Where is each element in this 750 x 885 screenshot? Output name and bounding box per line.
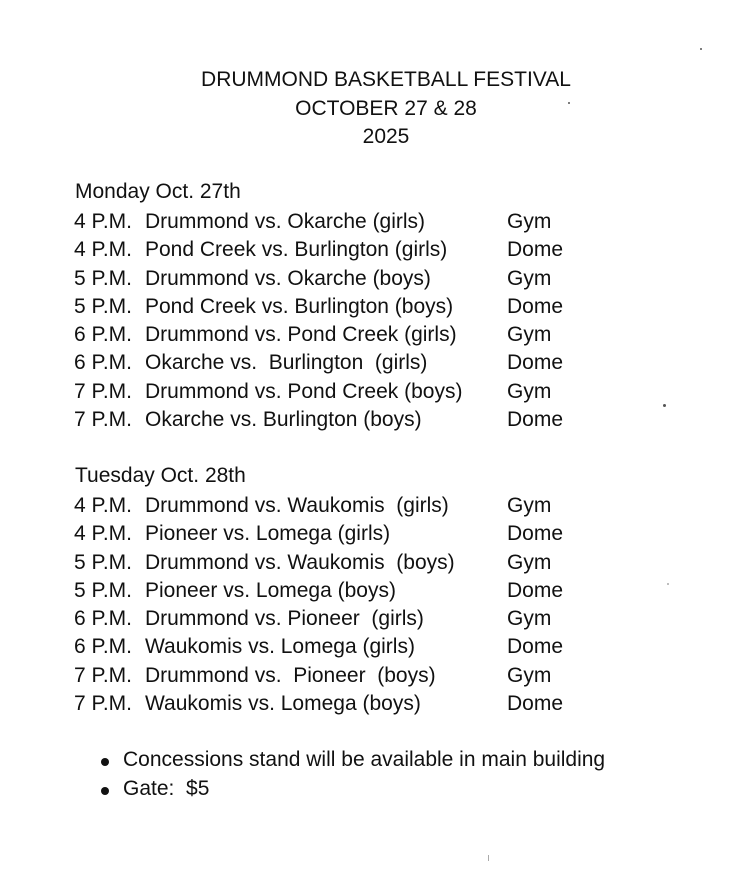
game-time: 5 P.M.	[74, 266, 132, 290]
notes-list	[100, 746, 605, 803]
game-time: 4 P.M.	[74, 238, 132, 262]
note-item	[100, 746, 605, 775]
game-matchup: Okarche vs. Burlington (boys)	[145, 408, 422, 432]
game-venue: Gym	[507, 663, 552, 687]
event-year: 2025	[362, 125, 410, 148]
game-time: 4 P.M.	[74, 494, 132, 517]
game-time: 7 P.M.	[74, 379, 132, 403]
tuesday-schedule	[74, 492, 674, 718]
game-matchup: Drummond vs. Waukomis (girls)	[145, 494, 449, 517]
game-venue: Dome	[507, 294, 564, 318]
game-venue: Dome	[507, 238, 564, 262]
game-row	[74, 577, 674, 605]
game-matchup: Drummond vs. Okarche (boys)	[145, 266, 431, 290]
game-matchup: Drummond vs. Okarche (girls)	[145, 210, 426, 233]
game-time: 4 P.M.	[74, 210, 132, 233]
game-matchup: Waukomis vs. Lomega (girls)	[145, 635, 415, 659]
game-row	[74, 662, 674, 690]
game-row	[74, 406, 674, 434]
game-time: 5 P.M.	[74, 294, 132, 318]
game-time: 5 P.M.	[74, 578, 132, 602]
game-matchup: Drummond vs. Pond Creek (girls)	[145, 323, 457, 347]
game-row	[74, 549, 674, 577]
note-text: Concessions stand will be available in main building	[123, 748, 606, 771]
game-venue: Dome	[507, 635, 564, 659]
game-row	[74, 321, 674, 349]
game-time: 6 P.M.	[74, 635, 132, 659]
game-venue: Gym	[507, 266, 552, 290]
game-venue: Gym	[507, 323, 552, 347]
game-time: 6 P.M.	[74, 351, 132, 375]
game-matchup: Okarche vs. Burlington (girls)	[145, 351, 428, 375]
game-venue: Dome	[507, 351, 564, 375]
event-dates: OCTOBER 27 & 28	[295, 96, 477, 120]
game-matchup: Drummond vs. Pioneer (boys)	[145, 663, 436, 687]
document-header	[0, 66, 750, 152]
scan-speck	[488, 855, 489, 861]
game-time: 6 P.M.	[74, 607, 132, 631]
game-row	[74, 236, 674, 264]
game-matchup: Drummond vs. Waukomis (boys)	[145, 550, 455, 574]
game-venue: Gym	[507, 607, 552, 631]
event-title: DRUMMOND BASKETBALL FESTIVAL	[201, 68, 571, 91]
bullet-icon	[101, 758, 109, 766]
game-venue: Dome	[507, 692, 564, 716]
game-venue: Gym	[507, 379, 552, 403]
bullet-icon	[101, 787, 109, 795]
scan-speck	[568, 102, 570, 104]
game-venue: Gym	[507, 550, 552, 574]
game-time: 5 P.M.	[74, 550, 132, 574]
game-time: 7 P.M.	[74, 408, 132, 432]
game-row	[74, 492, 674, 520]
monday-schedule	[74, 208, 674, 434]
note-item	[100, 775, 605, 804]
scan-speck	[663, 404, 666, 407]
scan-speck	[700, 48, 702, 50]
game-row	[74, 690, 674, 718]
game-matchup: Waukomis vs. Lomega (boys)	[145, 692, 421, 716]
monday-heading: Monday Oct. 27th	[75, 180, 241, 203]
game-row	[74, 265, 674, 293]
game-row	[74, 349, 674, 377]
game-venue: Dome	[507, 522, 564, 546]
scan-speck	[667, 583, 669, 585]
game-venue: Gym	[507, 494, 552, 517]
game-time: 7 P.M.	[74, 692, 132, 716]
game-row	[74, 208, 674, 236]
game-matchup: Drummond vs. Pioneer (girls)	[145, 607, 424, 631]
game-row	[74, 520, 674, 548]
game-matchup: Pioneer vs. Lomega (boys)	[145, 578, 396, 602]
game-row	[74, 633, 674, 661]
game-time: 6 P.M.	[74, 323, 132, 347]
game-venue: Dome	[507, 578, 564, 602]
game-row	[74, 293, 674, 321]
game-row	[74, 605, 674, 633]
game-time: 4 P.M.	[74, 522, 132, 546]
note-text: Gate: $5	[123, 776, 210, 800]
game-venue: Dome	[507, 408, 564, 432]
game-row	[74, 378, 674, 406]
game-matchup: Pioneer vs. Lomega (girls)	[145, 522, 391, 546]
game-matchup: Pond Creek vs. Burlington (girls)	[145, 238, 448, 262]
game-matchup: Drummond vs. Pond Creek (boys)	[145, 379, 463, 403]
game-matchup: Pond Creek vs. Burlington (boys)	[145, 294, 454, 318]
tuesday-heading: Tuesday Oct. 28th	[75, 464, 246, 487]
game-time: 7 P.M.	[74, 663, 132, 687]
game-venue: Gym	[507, 210, 552, 233]
